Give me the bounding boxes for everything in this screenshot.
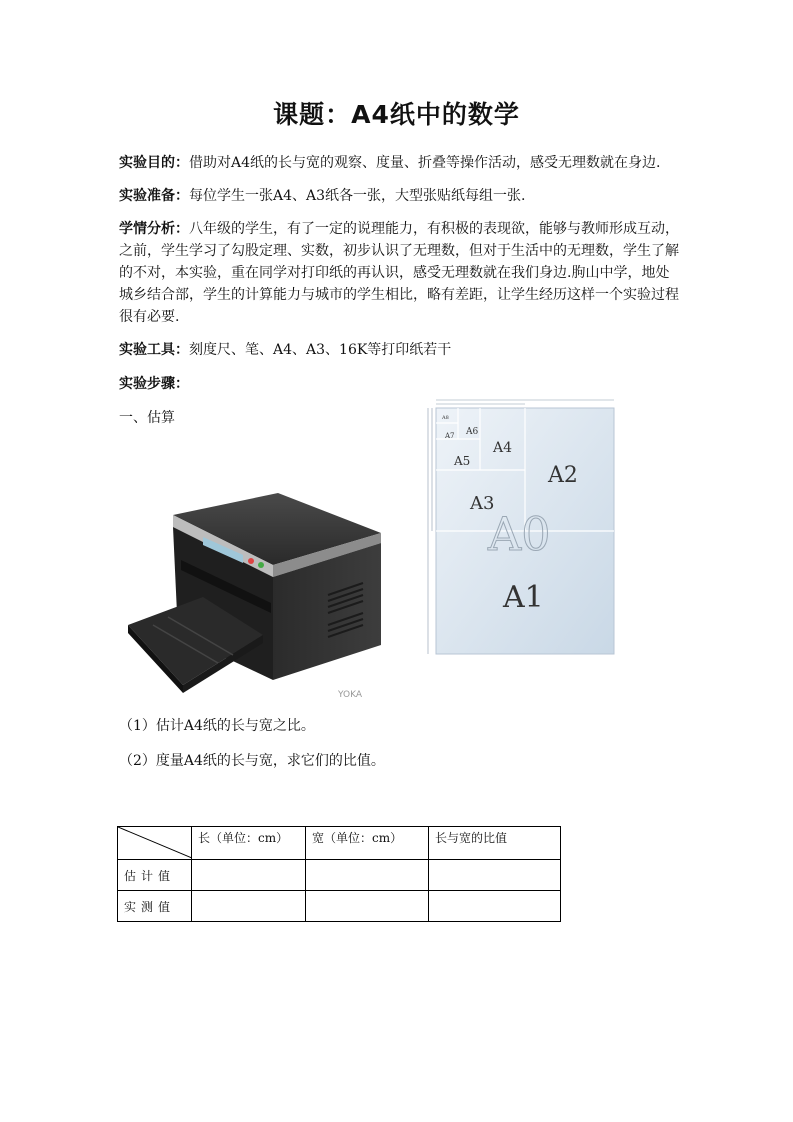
- label-a6: A6: [466, 427, 479, 437]
- prep-text: 每位学生一张A4、A3纸各一张，大型张贴纸每组一张.: [189, 188, 526, 204]
- purpose-label: 实验目的：: [119, 155, 189, 171]
- row-label-measured: 实测值: [118, 891, 192, 922]
- tools-label: 实验工具：: [119, 342, 189, 358]
- analysis-paragraph: [119, 218, 679, 328]
- question-2: （2）度量A4纸的长与宽，求它们的比值。: [119, 753, 385, 769]
- header-length: 长（单位：cm）: [192, 827, 306, 860]
- table-corner-cell: [118, 827, 192, 860]
- tools-paragraph: [119, 339, 451, 361]
- prep-paragraph: [119, 185, 679, 207]
- table-row: [118, 891, 561, 922]
- tools-text: 刻度尺、笔、A4、A3、16K等打印纸若干: [189, 342, 452, 358]
- label-a7: A7: [445, 432, 455, 440]
- input-cell[interactable]: [192, 860, 306, 891]
- section-estimate-heading: 一、估算: [119, 410, 175, 426]
- header-ratio: 长与宽的比值: [429, 827, 561, 860]
- analysis-label: 学情分析：: [119, 221, 189, 237]
- page-title: 课题：A4纸中的数学: [273, 100, 520, 129]
- label-a5: A5: [454, 454, 471, 468]
- input-cell[interactable]: [192, 891, 306, 922]
- input-cell[interactable]: [429, 860, 561, 891]
- label-a4: A4: [493, 440, 513, 456]
- purpose-paragraph: [119, 152, 679, 174]
- label-a3: A3: [470, 493, 495, 514]
- diagonal-line: [118, 827, 192, 858]
- printer-image: [123, 485, 393, 705]
- steps-label: 实验步骤：: [119, 376, 189, 392]
- table-header-row: [118, 827, 561, 860]
- input-cell[interactable]: [306, 860, 429, 891]
- input-cell[interactable]: [429, 891, 561, 922]
- prep-label: 实验准备：: [119, 188, 189, 204]
- label-a2: A2: [548, 463, 578, 488]
- label-a8: A8: [442, 415, 449, 421]
- purpose-text: 借助对A4纸的长与宽的观察、度量、折叠等操作活动，感受无理数就在身边.: [189, 155, 661, 171]
- table-row: [118, 860, 561, 891]
- measurement-table: [117, 826, 561, 922]
- analysis-text: 八年级的学生，有了一定的说理能力，有积极的表现欲，能够与教师形成互动，之前，学生学习了勾股定理、实数，初步认识了无理数，但对于生活中的无理数，学生了解的不对，本实验，重在同学对打印纸的再认识，感受无理数就在我们身边.朐山中学，地处城乡结合部，学生的计算能力与城市的学生相比，略有差距，让学生经历这样一个实验过程很有必要.: [119, 221, 679, 325]
- input-cell[interactable]: [306, 891, 429, 922]
- printer-watermark: YOKA: [338, 690, 362, 700]
- row-label-estimate: 估计值: [118, 860, 192, 891]
- paper-size-diagram: [418, 392, 618, 656]
- label-a0: A0: [488, 507, 551, 561]
- label-a1: A1: [503, 580, 544, 615]
- header-width: 宽（单位：cm）: [306, 827, 429, 860]
- question-1: （1）估计A4纸的长与宽之比。: [119, 718, 315, 734]
